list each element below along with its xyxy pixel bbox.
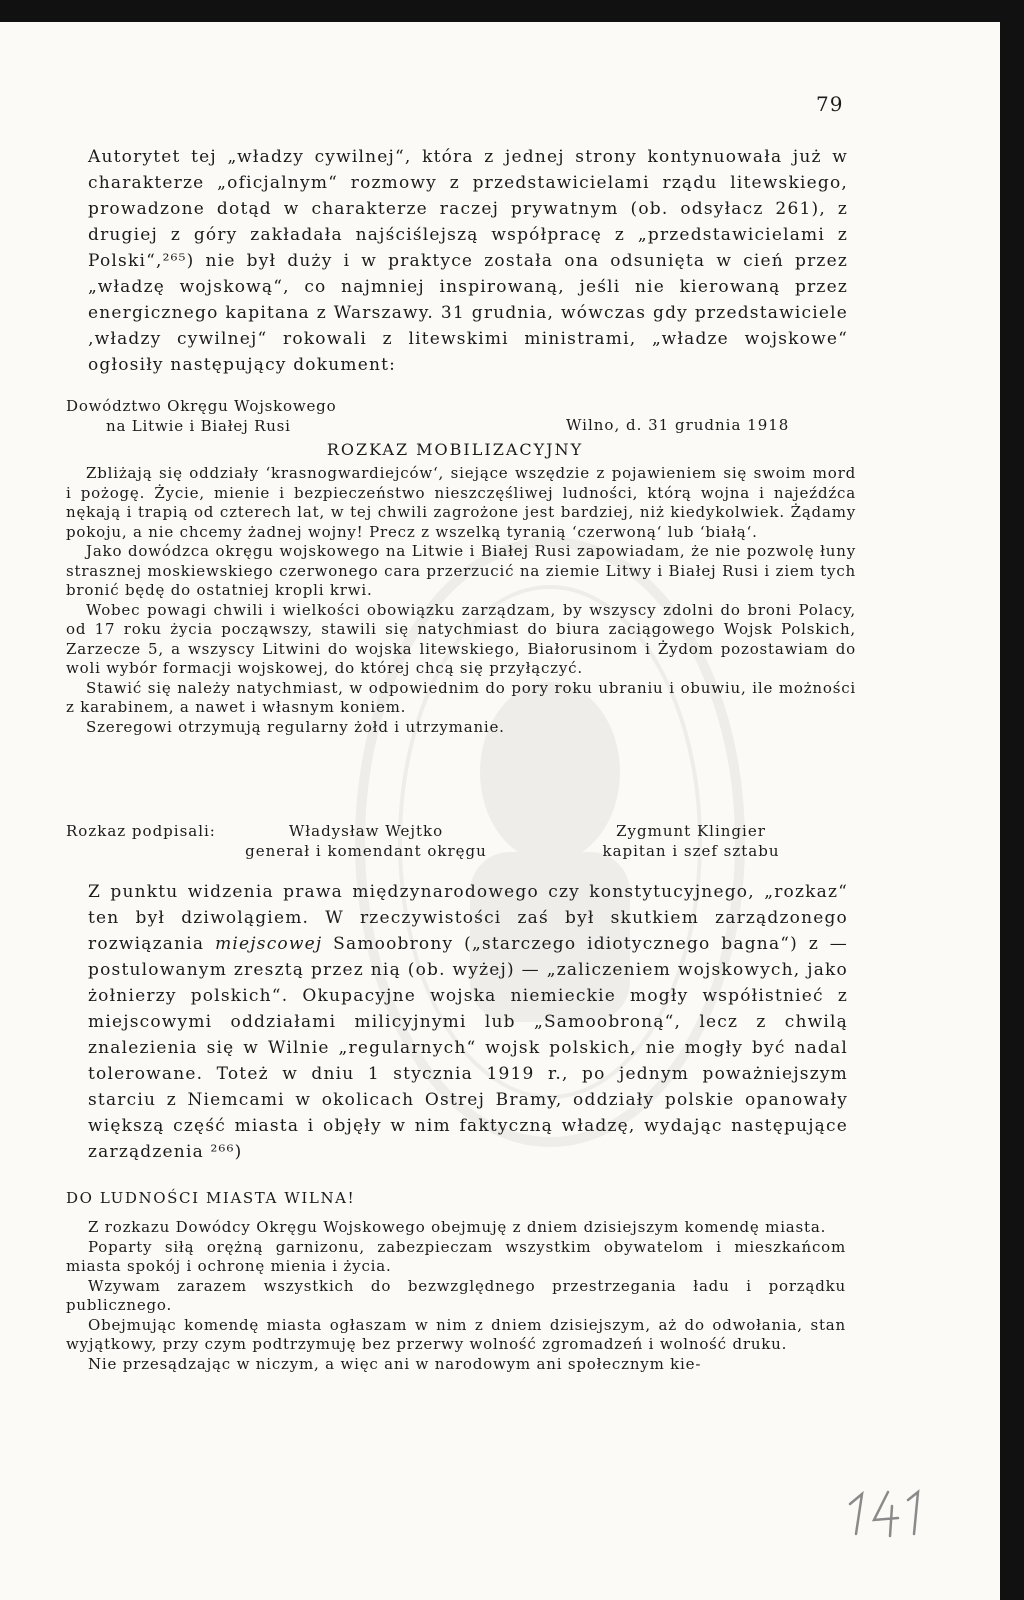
order-paragraph: Zbliżają się oddziały ‘krasnogwardiejców‘, siejące wszędzie z pojawieniem się swoim mord i pożogę. Życie, mienie i bezpieczeństwo nieszczęśliwej ludności, którą wojna i najeźdźca nękają i trapią od czterech lat, w tej chwili zagrożone jest bardziej, niż kiedykolwiek. Żądamy pokoju, a nie chcemy żadnej wojny! Precz z wszelką tyranią ‘czerwoną‘ lub ‘białą‘. bbox=[66, 464, 856, 541]
commentary-paragraph bbox=[88, 879, 848, 1165]
intro-paragraph: Autorytet tej „władzy cywilnej“, która z jednej strony kontynuowała już w charakterze „oficjalnym“ rozmowy z przedstawicielami rządu litewskiego, prowadzone dotąd w charakterze raczej prywatnym (ob. odsyłacz 261), z drugiej z góry zakładała najściślejszą współpracę z „przedstawicielami z Polski“,²⁶⁵) nie był duży i w praktyce została ona odsunięta w cień przez „władzę wojskową“, co najmniej inspirowaną, jeśli nie kierowaną przez energicznego kapitana z Warszawy. 31 grudnia, wówczas gdy przedstawiciele ‚władzy cywilnej“ rokowali z litewskimi ministrami, „władze wojskowe“ ogłosiły następujący dokument: bbox=[88, 147, 848, 375]
signatory-1 bbox=[226, 821, 506, 861]
headquarters-line-1: Dowództwo Okręgu Wojskowego bbox=[66, 397, 337, 415]
order-paragraph: Szeregowi otrzymują regularny żołd i utrzymanie. bbox=[86, 717, 505, 736]
decree-paragraph: Nie przesądzając w niczym, a więc ani w narodowym ani społecznym kie- bbox=[88, 1354, 702, 1373]
decree-paragraph: Poparty siłą orężną garnizonu, zabezpieczam wszystkim obywatelom i mieszkańcom miasta spokój i ochronę mienia i życia. bbox=[66, 1237, 846, 1275]
commentary-text-start: Z punktu widzenia prawa międzynarodowego czy konstytucyjnego, „rozkaz“ ten był dziwolągiem. W rzeczywistości zaś był skutkiem zarządzonego rozwiązania bbox=[88, 882, 848, 954]
headquarters-line-2: na Litwie i Białej Rusi bbox=[106, 416, 291, 435]
order-body bbox=[66, 464, 856, 737]
order-paragraph: Wobec powagi chwili i wielkości obowiązku zarządzam, by wszyscy zdolni do broni Polacy, od 17 roku życia począwszy, stawili się natychmiast do biura zaciągowego Wojsk Polskich, Zarzecze 5, a wszyscy Litwini do wojska litewskiego, Białorusinom i Żydom pozostawiam do woli wybór formacji wojskowej, do której chcą się przyłączyć. bbox=[66, 600, 856, 677]
commentary-italic-word: miejscowej bbox=[215, 934, 323, 954]
order-paragraph: Jako dowódzca okręgu wojskowego na Litwie i Białej Rusi zapowiadam, że nie pozwolę łuny strasznej moskiewskiego czerwonego cara przerzucić na ziemie Litwy i Białej Rusi i ziem tych bronić będę do ostatniej kropli krwi. bbox=[66, 542, 856, 599]
page-number: 79 bbox=[816, 92, 844, 116]
signatory-1-name: Władysław Wejtko bbox=[288, 822, 444, 840]
decree-body bbox=[66, 1218, 846, 1374]
signatory-2-name: Zygmunt Klingier bbox=[616, 822, 766, 840]
scan-border-right bbox=[1000, 0, 1024, 1600]
commentary-text-end: Samoobrony („starczego idiotycznego bagna“) z — postulowanym zresztą przez nią (ob. wyżej) — „zaliczeniem wojskowych, jako żołnierzy polskich“. Okupacyjne wojska niemieckie mogły współistnieć z miejscowymi oddziałami milicyjnymi lub „Samoobroną“, lecz z chwilą znalezienia się w Wilnie „regularnych“ wojsk polskich, nie mogły być nadal tolerowane. Toteż w dniu 1 stycznia 1919 r., po jednym poważniejszym starciu z Niemcami w okolicach Ostrej Bramy, oddziały polskie opanowały większą część miasta i objęły w nim faktyczną władzę, wydając następujące zarządzenia ²⁶⁶) bbox=[88, 934, 848, 1162]
book-page bbox=[0, 22, 1000, 1600]
signatory-2-role: kapitan i szef sztabu bbox=[602, 842, 780, 860]
decree-paragraph: Obejmując komendę miasta ogłaszam w nim z dniem dzisiejszym, aż do odwołania, stan wyjątkowy, przy czym podtrzymuję bez przerwy wolność zgromadzeń i wolność druku. bbox=[66, 1315, 846, 1353]
decree-title: DO LUDNOŚCI MIASTA WILNA! bbox=[66, 1189, 356, 1207]
signatory-2 bbox=[576, 821, 806, 861]
order-paragraph: Stawić się należy natychmiast, w odpowiednim do pory roku ubraniu i obuwiu, ile możności z karabinem, a nawet i własnym koniem. bbox=[66, 678, 856, 716]
handwritten-page-number bbox=[840, 1482, 930, 1542]
signed-label: Rozkaz podpisali: bbox=[66, 822, 216, 840]
decree-paragraph: Wzywam zarazem wszystkich do bezwzględnego przestrzegania ładu i porządku publicznego. bbox=[66, 1276, 846, 1314]
decree-paragraph: Z rozkazu Dowódcy Okręgu Wojskowego obejmuję z dniem dzisiejszym komendę miasta. bbox=[88, 1218, 827, 1236]
order-title: ROZKAZ MOBILIZACYJNY bbox=[326, 440, 584, 459]
signatory-1-role: generał i komendant okręgu bbox=[245, 842, 487, 860]
scan-border-top bbox=[0, 0, 1024, 24]
order-place-date: Wilno, d. 31 grudnia 1918 bbox=[566, 416, 790, 434]
